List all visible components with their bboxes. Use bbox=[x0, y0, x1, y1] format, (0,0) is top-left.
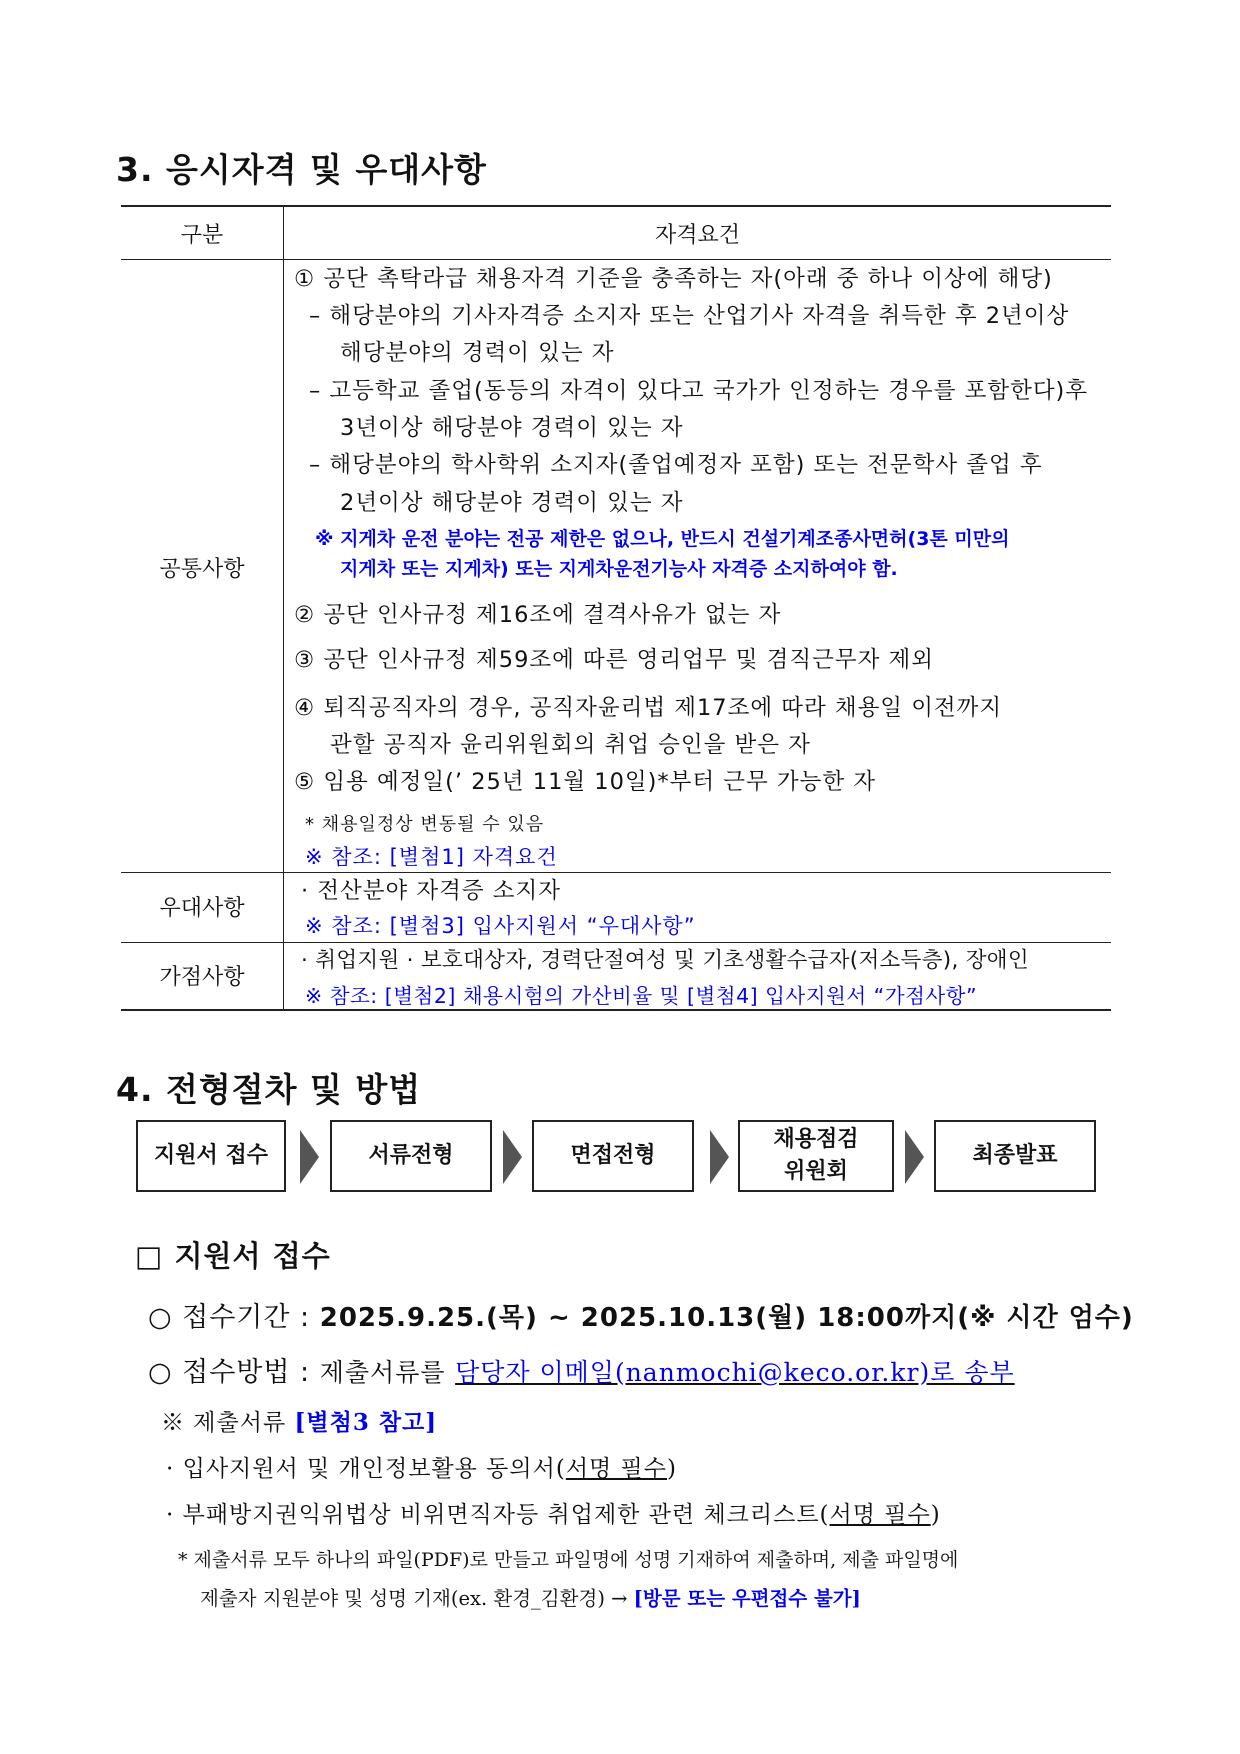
bonus-item: · 취업지원 · 보호대상자, 경력단절여성 및 기초생활수급자(저소득층), 장애인 bbox=[301, 948, 1029, 973]
arrow-icon bbox=[503, 1130, 522, 1184]
arrow-icon bbox=[710, 1130, 729, 1184]
section-3-title: 3. 응시자격 및 우대사항 bbox=[116, 150, 487, 189]
period-label: ○ 접수기간 : bbox=[148, 1302, 311, 1333]
submission-note-line1: * 제출서류 모두 하나의 파일(PDF)로 만들고 파일명에 성명 기재하여 제출하며, 제출 파일명에 bbox=[178, 1549, 959, 1571]
preference-item: · 전산분야 자격증 소지자 bbox=[301, 878, 561, 904]
req-line: ④ 퇴직공직자의 경우, 공직자윤리법 제17조에 따라 채용일 이전까지 bbox=[294, 695, 1003, 721]
step-document-review: 서류전형 bbox=[330, 1120, 492, 1192]
row-label-bonus: 가점사항 bbox=[159, 965, 245, 990]
method-label: ○ 접수방법 : bbox=[148, 1357, 311, 1388]
method-value: 제출서류를 bbox=[319, 1358, 446, 1387]
step-interview: 면접전형 bbox=[532, 1120, 694, 1192]
required-doc-2 bbox=[166, 1496, 941, 1529]
docs-ref: [별첨3 참고] bbox=[294, 1409, 438, 1436]
req-line: – 해당분야의 기사자격증 소지자 또는 산업기사 자격을 취득한 후 2년이상 bbox=[309, 303, 1070, 329]
application-period bbox=[148, 1295, 1134, 1334]
row-divider-1 bbox=[121, 872, 1111, 873]
req-line: 해당분야의 경력이 있는 자 bbox=[340, 340, 615, 366]
req-line: 3년이상 해당분야 경력이 있는 자 bbox=[340, 415, 684, 441]
req-line: ⑤ 임용 예정일(’ 25년 11월 10일)*부터 근무 가능한 자 bbox=[294, 769, 876, 795]
doc-text: · 입사지원서 및 개인정보활용 동의서( bbox=[166, 1456, 566, 1482]
application-method bbox=[148, 1350, 1015, 1389]
row-label-preference: 우대사항 bbox=[159, 896, 245, 921]
header-requirement: 자격요건 bbox=[654, 223, 740, 248]
step-hiring-review-committee bbox=[738, 1120, 894, 1192]
req-line: 관할 공직자 윤리위원회의 취업 승인을 받은 자 bbox=[330, 732, 811, 758]
reference-note: ※ 참조: [별첨3] 입사지원서 “우대사항” bbox=[305, 914, 696, 938]
reference-note: ※ 참조: [별첨2] 채용시험의 가산비율 및 [별첨4] 입사지원서 “가점사항” bbox=[305, 984, 978, 1008]
arrow-icon bbox=[300, 1130, 319, 1184]
period-value: 2025.9.25.(목) ~ 2025.10.13(월) 18:00까지(※ 시간 엄수) bbox=[319, 1303, 1134, 1333]
arrow-icon bbox=[905, 1130, 924, 1184]
doc-text-end: ) bbox=[667, 1456, 677, 1482]
docs-label: ※ 제출서류 bbox=[161, 1410, 287, 1436]
req-line: – 고등학교 졸업(동등의 자격이 있다고 국가가 인정하는 경우를 포함한다)후 bbox=[309, 378, 1089, 404]
footnote: * 채용일정상 변동될 수 있음 bbox=[305, 814, 545, 835]
no-visit-or-mail-note: [방문 또는 우편접수 불가] bbox=[633, 1587, 861, 1610]
step-final-announcement: 최종발표 bbox=[934, 1120, 1096, 1192]
contact-email-link[interactable] bbox=[455, 1358, 1015, 1387]
header-category: 구분 bbox=[180, 223, 224, 248]
req-line: ③ 공단 인사규정 제59조에 따른 영리업무 및 겸직근무자 제외 bbox=[294, 647, 934, 673]
doc-text: · 부패방지권익위법상 비위면직자등 취업제한 관련 체크리스트( bbox=[166, 1502, 830, 1528]
req-line: – 해당분야의 학사학위 소지자(졸업예정자 포함) 또는 전문학사 졸업 후 bbox=[309, 452, 1043, 478]
step-label-line: 채용점검 bbox=[773, 1127, 859, 1152]
doc-text-end: ) bbox=[930, 1502, 941, 1528]
column-divider bbox=[283, 205, 284, 1011]
req-line: ② 공단 인사규정 제16조에 결격사유가 없는 자 bbox=[294, 602, 782, 628]
forklift-note-cont: 지게차 또는 지게차) 또는 지게차운전기능사 자격증 소지하여야 함. bbox=[340, 558, 898, 580]
table-bottom-border bbox=[121, 1009, 1111, 1011]
signature-required: 서명 필수 bbox=[829, 1502, 931, 1528]
email-text: 담당자 이메일(nanmochi@keco.or.kr)로 송부 bbox=[455, 1358, 1015, 1387]
required-doc-1 bbox=[166, 1450, 677, 1483]
qualification-table bbox=[121, 205, 1111, 1015]
forklift-note: ※ 지게차 운전 분야는 전공 제한은 없으나, 반드시 건설기계조종사면허(3톤 미만의 bbox=[315, 528, 1010, 550]
note-text: 제출자 지원분야 및 성명 기재(ex. 환경_김환경) → bbox=[200, 1587, 628, 1610]
row-label-common: 공통사항 bbox=[159, 557, 245, 582]
req-line: ① 공단 촉탁라급 채용자격 기준을 충족하는 자(아래 중 하나 이상에 해당) bbox=[294, 266, 1053, 292]
application-heading: □ 지원서 접수 bbox=[135, 1239, 331, 1273]
section-4-title: 4. 전형절차 및 방법 bbox=[116, 1070, 422, 1109]
reference-note: ※ 참조: [별첨1] 자격요건 bbox=[305, 845, 558, 869]
step-label-line: 위원회 bbox=[784, 1159, 848, 1184]
step-application: 지원서 접수 bbox=[136, 1120, 286, 1192]
table-top-border bbox=[121, 205, 1111, 207]
req-line: 2년이상 해당분야 경력이 있는 자 bbox=[340, 490, 684, 516]
header-divider bbox=[121, 259, 1111, 260]
submission-note-line2 bbox=[200, 1583, 861, 1611]
required-docs-label bbox=[161, 1404, 437, 1437]
signature-required: 서명 필수 bbox=[565, 1456, 667, 1482]
